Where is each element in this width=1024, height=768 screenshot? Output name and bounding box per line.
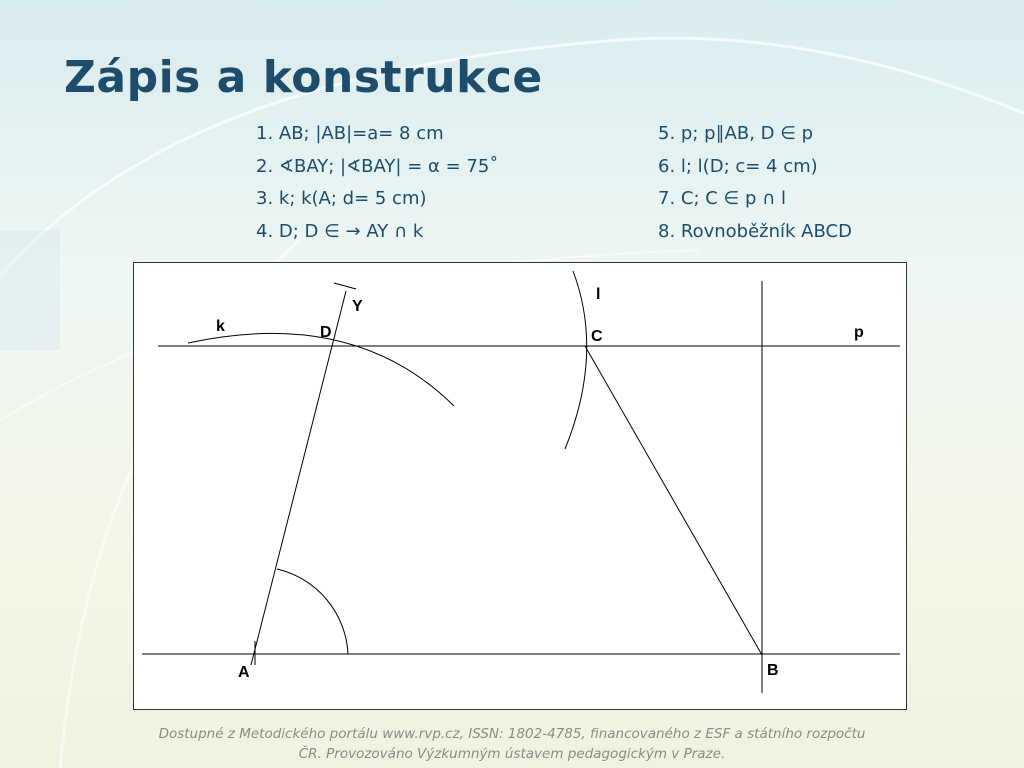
- step-6: 6. l; l(D; c= 4 cm): [658, 155, 818, 177]
- slide-title: Zápis a konstrukce: [64, 52, 543, 103]
- ray-ay: [251, 291, 346, 665]
- angle-arc-alpha: [277, 569, 348, 654]
- footer: [0, 724, 1024, 764]
- step-2: 2. ∢BAY; |∢BAY| = α = 75˚: [256, 155, 499, 177]
- step-1: 1. AB; |AB|=a= 8 cm: [256, 123, 444, 144]
- step-3: 3. k; k(A; d= 5 cm): [256, 188, 427, 209]
- construction-svg: [134, 263, 908, 711]
- step-8: 8. Rovnoběžník ABCD: [658, 220, 852, 242]
- footer-line-2: ČR. Provozováno Výzkumným ústavem pedagogickým v Praze.: [298, 746, 726, 762]
- circle-arc-l: [565, 271, 587, 449]
- steps-left-column: [256, 120, 498, 250]
- label-d: D: [320, 324, 332, 341]
- label-c: C: [591, 328, 603, 345]
- circle-arc-k: [188, 333, 454, 406]
- step-5: 5. p; p∥AB, D ∈ p: [658, 123, 814, 144]
- steps-right-column: [658, 120, 852, 250]
- label-k: k: [216, 318, 225, 335]
- step-7: 7. C; C ∈ p ∩ l: [658, 188, 786, 209]
- label-p: p: [854, 324, 864, 341]
- step-4: 4. D; D ∈ → AY ∩ k: [256, 220, 424, 242]
- segment-cb: [585, 346, 762, 655]
- label-l: l: [596, 286, 601, 303]
- label-y: Y: [352, 298, 363, 315]
- tick-y: [334, 283, 356, 289]
- label-a: A: [238, 664, 250, 681]
- footer-line-1: Dostupné z Metodického portálu www.rvp.cz, ISSN: 1802-4785, financovaného z ESF a státního rozpočtu: [158, 726, 866, 742]
- label-b: B: [767, 662, 779, 679]
- construction-drawing: [133, 262, 907, 710]
